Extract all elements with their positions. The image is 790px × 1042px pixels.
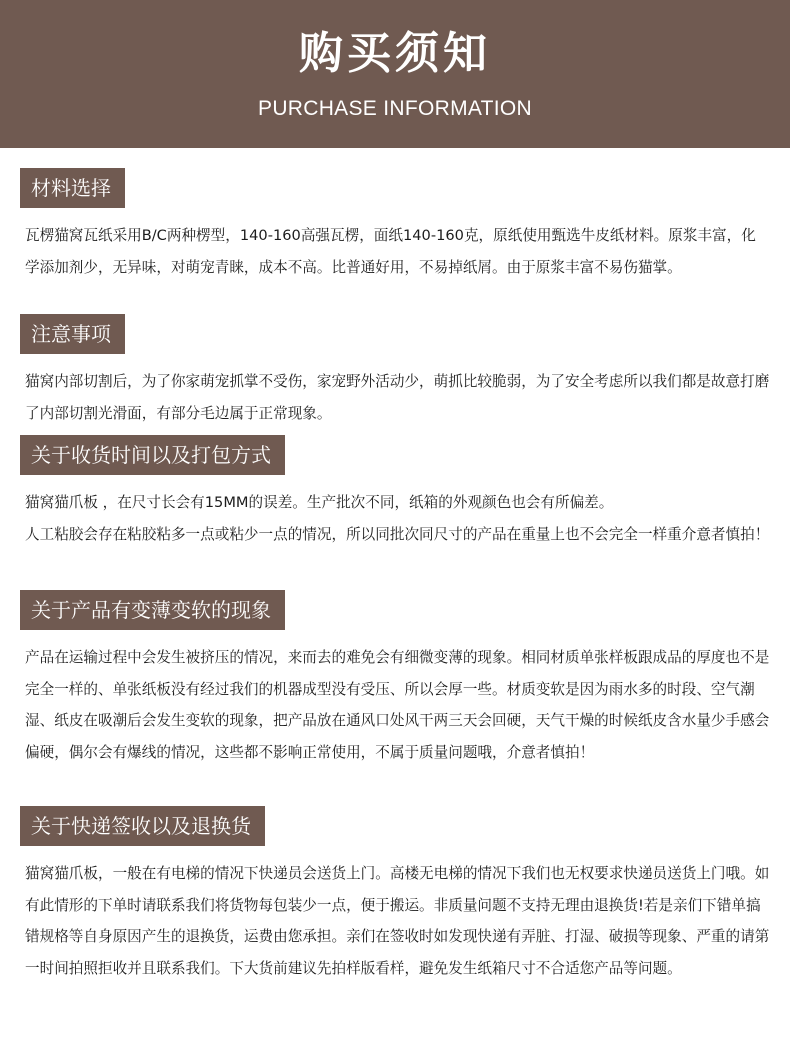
section-heading: 关于产品有变薄变软的现象 <box>20 590 285 630</box>
section-heading: 关于快递签收以及退换货 <box>20 806 265 846</box>
section-heading: 注意事项 <box>20 314 125 354</box>
section-heading: 材料选择 <box>20 168 125 208</box>
section-body <box>20 858 770 984</box>
section-delivery-packing <box>20 435 770 550</box>
section-paragraph: 猫窝猫爪板，一般在有电梯的情况下快递员会送货上门。高楼无电梯的情况下我们也无权要求快递员送货上门哦。如有此情形的下单时请联系我们将货物每包装少一点，便于搬运。非质量问题不支持无理由退换货!若是亲们下错单搞错规格等自身原因产生的退换货，运费由您承担。亲们在签收时如发现快递有弄脏、打湿、破损等现象、严重的请第一时间拍照拒收并且联系我们。下大货前建议先拍样版看样，避免发生纸箱尺寸不合适您产品等问题。 <box>25 865 770 977</box>
section-body <box>20 642 770 768</box>
section-body <box>20 220 770 283</box>
section-paragraph: 猫窝内部切割后，为了你家萌宠抓掌不受伤，家宠野外活动少，萌抓比较脆弱，为了安全考虑所以我们都是故意打磨了内部切割光滑面，有部分毛边属于正常现象。 <box>25 373 770 422</box>
page-title: 购买须知 <box>299 28 491 79</box>
section-body <box>20 366 770 429</box>
section-paragraph: 产品在运输过程中会发生被挤压的情况，来而去的难免会有细微变薄的现象。相同材质单张样板跟成品的厚度也不是完全一样的、单张纸板没有经过我们的机器成型没有受压、所以会厚一些。材质变软是因为雨水多的时段、空气潮湿、纸皮在吸潮后会发生变软的现象，把产品放在通风口处风干两三天会回硬，天气干燥的时候纸皮含水量少手感会偏硬，偶尔会有爆线的情况，这些都不影响正常使用，不属于质量问题哦，介意者慎拍！ <box>25 649 770 761</box>
section-notes <box>20 314 770 429</box>
section-thin-soft <box>20 590 770 768</box>
section-paragraph: 瓦楞猫窝瓦纸采用B/C两种楞型，140-160高强瓦楞，面纸140-160克，原纸使用甄选牛皮纸材料。原浆丰富，化学添加剂少，无异味，对萌宠青睐，成本不高。比普通好用，不易掉纸屑。由于原浆丰富不易伤猫掌。 <box>25 227 756 276</box>
page-subtitle: PURCHASE INFORMATION <box>258 97 532 120</box>
section-courier-returns <box>20 806 770 984</box>
section-heading: 关于收货时间以及打包方式 <box>20 435 285 475</box>
section-paragraph: 猫窝猫爪板 ，在尺寸长会有15MM的误差。生产批次不同，纸箱的外观颜色也会有所偏差。 <box>25 494 614 511</box>
section-paragraph: 人工粘胶会存在粘胶粘多一点或粘少一点的情况，所以同批次同尺寸的产品在重量上也不会完全一样重介意者慎拍！ <box>25 525 770 543</box>
page-header <box>0 0 790 148</box>
section-body <box>20 487 770 550</box>
section-materials <box>20 168 770 283</box>
